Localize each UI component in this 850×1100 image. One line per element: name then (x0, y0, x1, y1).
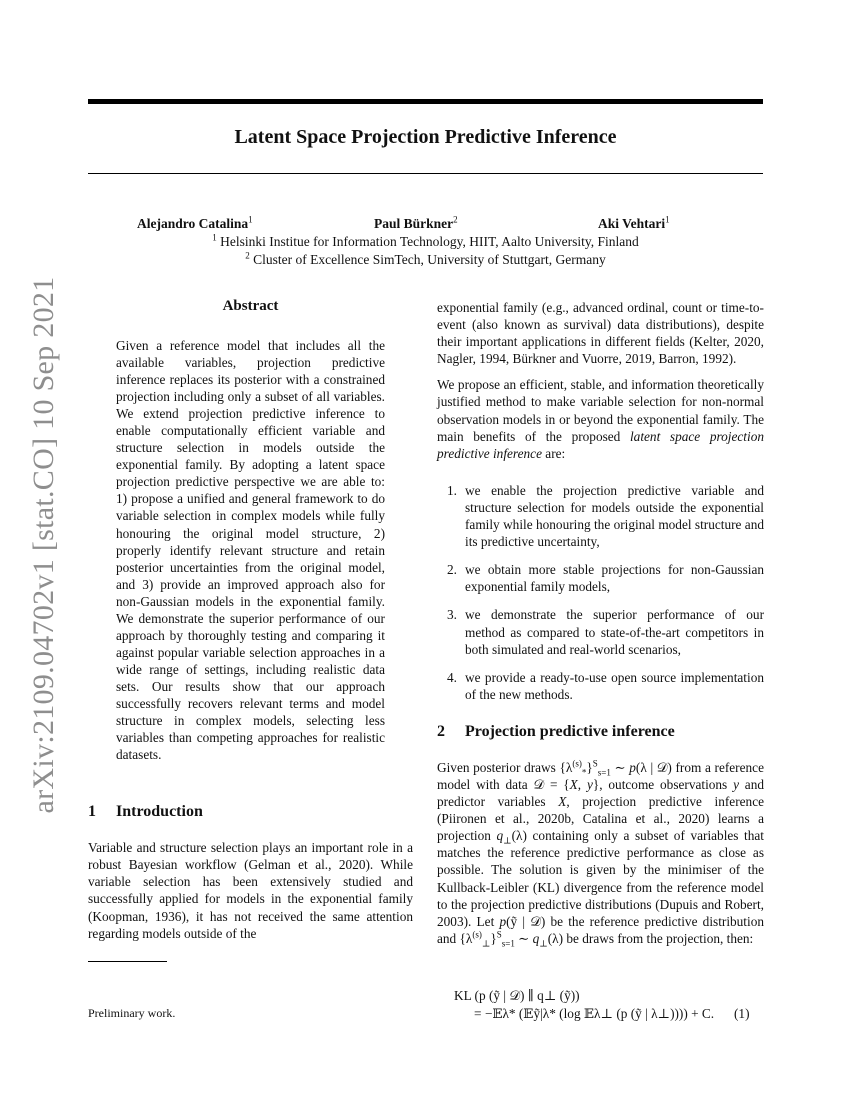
contribution-list (437, 482, 764, 703)
right-column (437, 299, 764, 947)
left-column (88, 298, 413, 942)
abstract-text: Given a reference model that includes all the available variables, projection predictive inference replaces its posterior with a constrained projection including only a subset of all variables. We extend projection predictive inference to enable computationally efficient variable and structure selection in models outside the exponential family. By adopting a latent space projection predictive perspective we are able to: 1) propose a unified and general framework to do variable selection in complex models while fully honouring the original model structure, 2) properly identify relevant structure and retain posterior uncertainties from the original model, and 3) provide an improved approach also for non-Gaussian models in the exponential family. We demonstrate the superior performance of our approach by thoroughly testing and comparing it against popular variable selection approaches in a wide range of settings, including realistic data sets. Our results show that our approach successfully recovers relevant terms and model structure in complex models, selecting less variables than competing approaches for realistic datasets. (116, 338, 385, 763)
section-2-paragraph: Given posterior draws $\{\lambda^{(s)}_*\}^S_{s=1}$ ∼ p(λ | 𝒟) from a reference model with data 𝒟 = {X, y}, outcome observations y and predictor variables X, projection predictive inference (Piironen et al., 2020b, Catalina et al., 2020) learns a projection $q_\perp(\lambda)$ containing only a subset of variables that matches the reference predictive performance as close as possible. The solution is given by the minimiser of the Kullback-Leibler (KL) divergence from the reference model to the projection predictive distributions (Dupuis and Robert, 2003). Let p(ỹ | 𝒟) be the reference predictive distribution and $\{\lambda^{(s)}_\perp\}^S_{s=1}$ ∼ $q_\perp(\lambda)$ be draws from the projection, then: (437, 758, 764, 949)
intro-paragraph: Variable and structure selection plays an important role in a robust Bayesian workflow (Gelman et al., 2020). While variable selection has been extensively studied and successfully applied for models in the exponential family (Koopman, 1936), it has not received the same attention regarding models outside of the (88, 840, 413, 941)
equation-line-1: KL (p (ỹ | 𝒟) ∥ q⊥ (ỹ)) (454, 988, 580, 1003)
abstract-heading: Abstract (222, 298, 279, 314)
footnote-rule (88, 961, 167, 962)
intro-paragraph-continued: exponential family (e.g., advanced ordinal, count or time-to-event (also known as survival) data distributions), despite their important applications in different fields (Kelter, 2020, Nagler, 1994, Bürkner and Vuorre, 2019, Barron, 1992). (437, 300, 764, 367)
list-item: 1. we enable the projection predictive variable and structure selection for models outside the exponential family while honouring the original model structure and its predictive uncertainty, (447, 482, 764, 550)
title-rule (88, 173, 763, 174)
list-item: 4. we provide a ready-to-use open source implementation of the new methods. (447, 669, 764, 702)
author-2: Paul Bürkner$^2$ (374, 214, 458, 231)
equation-number: (1) (734, 1006, 750, 1021)
list-item: 3. we demonstrate the superior performance of our method as compared to state-of-the-art competitors in both simulated and real-world scenarios, (447, 607, 764, 657)
arxiv-side-label: arXiv:2109.04702v1 [stat.CO] 10 Sep 2021 (27, 276, 60, 814)
affiliation-2: $^2$ Cluster of Excellence SimTech, University of Stuttgart, Germany (245, 250, 606, 267)
paper-title: Latent Space Projection Predictive Inference (234, 126, 617, 148)
footnote: Preliminary work. (88, 1006, 176, 1020)
author-3: Aki Vehtari$^1$ (598, 214, 670, 231)
affiliation-1: $^1$ Helsinki Institue for Information Technology, HIIT, Aalto University, Finland (212, 232, 639, 249)
equation-line-2: = −𝔼λ* (𝔼ỹ|λ* (log 𝔼λ⊥ (p (ỹ | λ⊥)))) + C. (474, 1006, 715, 1021)
author-1: Alejandro Catalina$^1$ (137, 214, 253, 231)
list-item: 2. we obtain more stable projections for non-Gaussian exponential family models, (447, 562, 764, 595)
section-2-heading: 2 Projection predictive inference (437, 722, 675, 740)
intro-benefits-paragraph: We propose an efficient, stable, and information theoretically justified method to make variable selection for non-normal observation models in or beyond the exponential family. The main benefits of the proposed latent space projection predictive inference are: (437, 377, 764, 461)
top-rule (88, 99, 763, 104)
section-1-heading: 1 Introduction (88, 803, 203, 821)
